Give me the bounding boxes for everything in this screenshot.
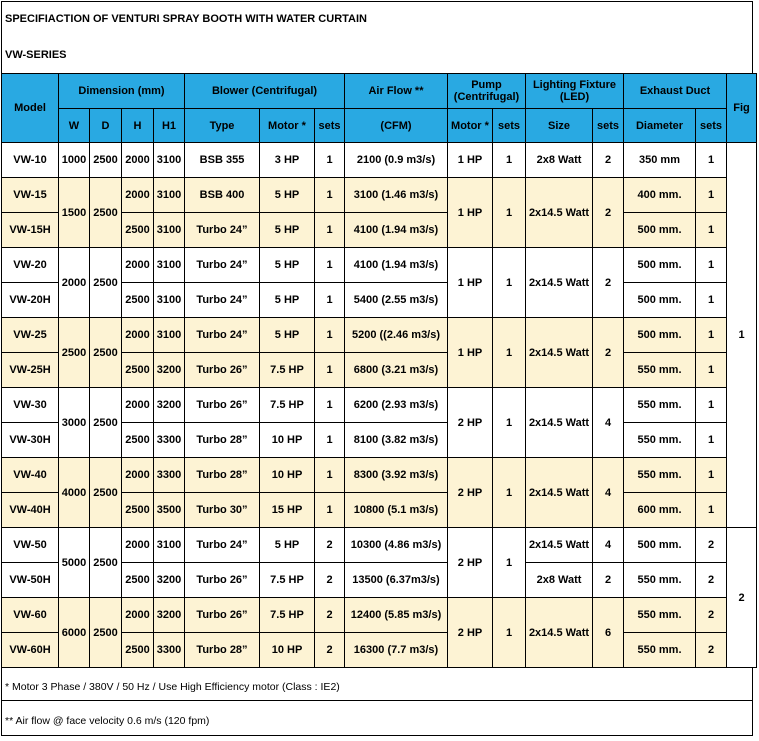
airflow-note: ** Air flow @ face velocity 0.6 m/s (120 fpm) [5, 715, 210, 727]
d-cell: 2500 [90, 458, 122, 528]
diameter-cell: 500 mm. [624, 528, 696, 563]
cfm-cell: 2100 (0.9 m3/s) [345, 143, 448, 178]
h-cell: 2000 [122, 528, 154, 563]
pump-motor-cell: 2 HP [448, 458, 493, 528]
h-cell: 2500 [122, 423, 154, 458]
light-sets-cell: 4 [593, 528, 624, 563]
light-sets-cell: 2 [593, 248, 624, 318]
motor-cell: 7.5 HP [260, 388, 315, 423]
light-size-cell: 2x14.5 Watt [526, 528, 593, 563]
model-cell: VW-40H [2, 493, 59, 528]
duct-sets-cell: 1 [696, 423, 727, 458]
notes-divider [1, 700, 753, 701]
cfm-cell: 4100 (1.94 m3/s) [345, 213, 448, 248]
h1-cell: 3100 [154, 143, 185, 178]
header-w: W [59, 109, 90, 143]
type-cell: BSB 355 [185, 143, 260, 178]
diameter-cell: 500 mm. [624, 283, 696, 318]
pump-sets-cell: 1 [493, 528, 526, 598]
header-h1: H1 [154, 109, 185, 143]
model-cell: VW-50 [2, 528, 59, 563]
w-cell: 3000 [59, 388, 90, 458]
h-cell: 2000 [122, 143, 154, 178]
light-sets-cell: 2 [593, 143, 624, 178]
cfm-cell: 16300 (7.7 m3/s) [345, 633, 448, 668]
h-cell: 2500 [122, 213, 154, 248]
h-cell: 2500 [122, 353, 154, 388]
sets-cell: 1 [315, 423, 345, 458]
light-size-cell: 2x8 Watt [526, 563, 593, 598]
diameter-cell: 550 mm. [624, 458, 696, 493]
h1-cell: 3100 [154, 248, 185, 283]
header-diameter: Diameter [624, 109, 696, 143]
diameter-cell: 550 mm. [624, 353, 696, 388]
header-light-sets: sets [593, 109, 624, 143]
header-lighting-line2: (LED) [559, 91, 590, 103]
motor-cell: 10 HP [260, 633, 315, 668]
model-cell: VW-30H [2, 423, 59, 458]
fig-cell: 2 [727, 528, 757, 668]
sets-cell: 1 [315, 143, 345, 178]
h-cell: 2000 [122, 598, 154, 633]
type-cell: Turbo 26” [185, 388, 260, 423]
type-cell: Turbo 26” [185, 563, 260, 598]
type-cell: Turbo 24” [185, 213, 260, 248]
type-cell: Turbo 26” [185, 353, 260, 388]
light-sets-cell: 4 [593, 458, 624, 528]
light-size-cell: 2x14.5 Watt [526, 388, 593, 458]
header-cfm: (CFM) [345, 109, 448, 143]
header-duct-sets: sets [696, 109, 727, 143]
header-row-2 [2, 109, 757, 143]
motor-note: * Motor 3 Phase / 380V / 50 Hz / Use High Efficiency motor (Class : IE2) [5, 681, 340, 693]
diameter-cell: 500 mm. [624, 318, 696, 353]
motor-cell: 10 HP [260, 458, 315, 493]
sets-cell: 1 [315, 493, 345, 528]
light-size-cell: 2x8 Watt [526, 143, 593, 178]
table-row [2, 318, 757, 353]
light-sets-cell: 6 [593, 598, 624, 668]
header-pump-motor: Motor * [448, 109, 493, 143]
model-cell: VW-10 [2, 143, 59, 178]
model-cell: VW-30 [2, 388, 59, 423]
header-blower-motor: Motor * [260, 109, 315, 143]
light-sets-cell: 2 [593, 563, 624, 598]
type-cell: BSB 400 [185, 178, 260, 213]
header-pump [448, 74, 526, 109]
h1-cell: 3100 [154, 213, 185, 248]
w-cell: 2500 [59, 318, 90, 388]
light-sets-cell: 2 [593, 318, 624, 388]
h-cell: 2000 [122, 318, 154, 353]
h1-cell: 3500 [154, 493, 185, 528]
header-type: Type [185, 109, 260, 143]
h1-cell: 3300 [154, 633, 185, 668]
h-cell: 2500 [122, 493, 154, 528]
w-cell: 6000 [59, 598, 90, 668]
d-cell: 2500 [90, 598, 122, 668]
duct-sets-cell: 2 [696, 633, 727, 668]
sets-cell: 1 [315, 388, 345, 423]
diameter-cell: 550 mm. [624, 423, 696, 458]
motor-cell: 7.5 HP [260, 563, 315, 598]
h-cell: 2000 [122, 178, 154, 213]
light-size-cell: 2x14.5 Watt [526, 318, 593, 388]
table-row [2, 143, 757, 178]
type-cell: Turbo 28” [185, 458, 260, 493]
cfm-cell: 10800 (5.1 m3/s) [345, 493, 448, 528]
motor-cell: 10 HP [260, 423, 315, 458]
sets-cell: 1 [315, 178, 345, 213]
cfm-cell: 8100 (3.82 m3/s) [345, 423, 448, 458]
table-row [2, 388, 757, 423]
diameter-cell: 400 mm. [624, 178, 696, 213]
cfm-cell: 3100 (1.46 m3/s) [345, 178, 448, 213]
diameter-cell: 350 mm [624, 143, 696, 178]
header-airflow: Air Flow ** [345, 74, 448, 109]
w-cell: 2000 [59, 248, 90, 318]
header-h: H [122, 109, 154, 143]
sets-cell: 2 [315, 633, 345, 668]
duct-sets-cell: 2 [696, 563, 727, 598]
cfm-cell: 5400 (2.55 m3/s) [345, 283, 448, 318]
duct-sets-cell: 1 [696, 248, 727, 283]
pump-sets-cell: 1 [493, 458, 526, 528]
type-cell: Turbo 26” [185, 598, 260, 633]
motor-cell: 5 HP [260, 283, 315, 318]
h-cell: 2500 [122, 563, 154, 598]
d-cell: 2500 [90, 248, 122, 318]
header-blower-sets: sets [315, 109, 345, 143]
duct-sets-cell: 2 [696, 598, 727, 633]
h1-cell: 3200 [154, 563, 185, 598]
model-cell: VW-15H [2, 213, 59, 248]
pump-sets-cell: 1 [493, 318, 526, 388]
header-model: Model [2, 74, 59, 143]
model-cell: VW-60 [2, 598, 59, 633]
w-cell: 5000 [59, 528, 90, 598]
diameter-cell: 500 mm. [624, 213, 696, 248]
cfm-cell: 6800 (3.21 m3/s) [345, 353, 448, 388]
sets-cell: 1 [315, 248, 345, 283]
pump-motor-cell: 2 HP [448, 388, 493, 458]
d-cell: 2500 [90, 528, 122, 598]
header-blower: Blower (Centrifugal) [185, 74, 345, 109]
motor-cell: 7.5 HP [260, 353, 315, 388]
d-cell: 2500 [90, 143, 122, 178]
motor-cell: 5 HP [260, 528, 315, 563]
duct-sets-cell: 1 [696, 388, 727, 423]
cfm-cell: 4100 (1.94 m3/s) [345, 248, 448, 283]
header-lighting [526, 74, 624, 109]
header-dimension: Dimension (mm) [59, 74, 185, 109]
sets-cell: 1 [315, 458, 345, 493]
pump-motor-cell: 1 HP [448, 143, 493, 178]
d-cell: 2500 [90, 318, 122, 388]
type-cell: Turbo 24” [185, 318, 260, 353]
type-cell: Turbo 24” [185, 248, 260, 283]
type-cell: Turbo 24” [185, 528, 260, 563]
light-size-cell: 2x14.5 Watt [526, 248, 593, 318]
diameter-cell: 550 mm. [624, 388, 696, 423]
light-size-cell: 2x14.5 Watt [526, 458, 593, 528]
table-row [2, 458, 757, 493]
header-pump-line1: Pump [471, 79, 502, 91]
model-cell: VW-50H [2, 563, 59, 598]
motor-cell: 5 HP [260, 213, 315, 248]
h1-cell: 3300 [154, 423, 185, 458]
header-exhaust: Exhaust Duct [624, 74, 727, 109]
header-pump-line2: (Centrifugal) [453, 91, 520, 103]
header-fig: Fig [727, 74, 757, 143]
motor-cell: 15 HP [260, 493, 315, 528]
h1-cell: 3100 [154, 283, 185, 318]
cfm-cell: 5200 ((2.46 m3/s) [345, 318, 448, 353]
sets-cell: 2 [315, 598, 345, 633]
type-cell: Turbo 28” [185, 633, 260, 668]
h1-cell: 3300 [154, 458, 185, 493]
duct-sets-cell: 2 [696, 528, 727, 563]
cfm-cell: 8300 (3.92 m3/s) [345, 458, 448, 493]
header-light-size: Size [526, 109, 593, 143]
d-cell: 2500 [90, 388, 122, 458]
light-sets-cell: 2 [593, 178, 624, 248]
sets-cell: 1 [315, 213, 345, 248]
duct-sets-cell: 1 [696, 318, 727, 353]
model-cell: VW-20H [2, 283, 59, 318]
model-cell: VW-25 [2, 318, 59, 353]
diameter-cell: 550 mm. [624, 598, 696, 633]
duct-sets-cell: 1 [696, 143, 727, 178]
pump-motor-cell: 2 HP [448, 528, 493, 598]
duct-sets-cell: 1 [696, 213, 727, 248]
w-cell: 1500 [59, 178, 90, 248]
table-row [2, 178, 757, 213]
model-cell: VW-40 [2, 458, 59, 493]
h-cell: 2000 [122, 458, 154, 493]
duct-sets-cell: 1 [696, 458, 727, 493]
h-cell: 2500 [122, 633, 154, 668]
pump-sets-cell: 1 [493, 388, 526, 458]
model-cell: VW-15 [2, 178, 59, 213]
h-cell: 2000 [122, 248, 154, 283]
pump-sets-cell: 1 [493, 178, 526, 248]
duct-sets-cell: 1 [696, 353, 727, 388]
h1-cell: 3100 [154, 528, 185, 563]
h1-cell: 3200 [154, 388, 185, 423]
model-cell: VW-25H [2, 353, 59, 388]
h1-cell: 3200 [154, 598, 185, 633]
table-row [2, 248, 757, 283]
h1-cell: 3200 [154, 353, 185, 388]
pump-motor-cell: 1 HP [448, 178, 493, 248]
diameter-cell: 550 mm. [624, 633, 696, 668]
h1-cell: 3100 [154, 178, 185, 213]
h1-cell: 3100 [154, 318, 185, 353]
pump-sets-cell: 1 [493, 143, 526, 178]
header-pump-sets: sets [493, 109, 526, 143]
motor-cell: 5 HP [260, 178, 315, 213]
type-cell: Turbo 24” [185, 283, 260, 318]
fig-cell: 1 [727, 143, 757, 528]
sets-cell: 1 [315, 353, 345, 388]
light-sets-cell: 4 [593, 388, 624, 458]
pump-motor-cell: 1 HP [448, 248, 493, 318]
pump-motor-cell: 1 HP [448, 318, 493, 388]
model-cell: VW-60H [2, 633, 59, 668]
type-cell: Turbo 30” [185, 493, 260, 528]
motor-cell: 5 HP [260, 318, 315, 353]
d-cell: 2500 [90, 178, 122, 248]
cfm-cell: 12400 (5.85 m3/s) [345, 598, 448, 633]
diameter-cell: 550 mm. [624, 563, 696, 598]
cfm-cell: 6200 (2.93 m3/s) [345, 388, 448, 423]
table-row [2, 598, 757, 633]
light-size-cell: 2x14.5 Watt [526, 598, 593, 668]
sets-cell: 1 [315, 318, 345, 353]
motor-cell: 3 HP [260, 143, 315, 178]
motor-cell: 5 HP [260, 248, 315, 283]
duct-sets-cell: 1 [696, 283, 727, 318]
light-size-cell: 2x14.5 Watt [526, 178, 593, 248]
h-cell: 2000 [122, 388, 154, 423]
header-row-1 [2, 74, 757, 109]
diameter-cell: 600 mm. [624, 493, 696, 528]
pump-sets-cell: 1 [493, 598, 526, 668]
model-cell: VW-20 [2, 248, 59, 283]
motor-cell: 7.5 HP [260, 598, 315, 633]
w-cell: 4000 [59, 458, 90, 528]
cfm-cell: 13500 (6.37m3/s) [345, 563, 448, 598]
cfm-cell: 10300 (4.86 m3/s) [345, 528, 448, 563]
sets-cell: 2 [315, 528, 345, 563]
pump-sets-cell: 1 [493, 248, 526, 318]
series-label: VW-SERIES [5, 49, 67, 61]
sets-cell: 2 [315, 563, 345, 598]
duct-sets-cell: 1 [696, 493, 727, 528]
document-title: SPECIFIACTION OF VENTURI SPRAY BOOTH WITH WATER CURTAIN [5, 13, 367, 25]
duct-sets-cell: 1 [696, 178, 727, 213]
h-cell: 2500 [122, 283, 154, 318]
table-row [2, 528, 757, 563]
header-lighting-line1: Lighting Fixture [532, 79, 617, 91]
header-d: D [90, 109, 122, 143]
w-cell: 1000 [59, 143, 90, 178]
type-cell: Turbo 28” [185, 423, 260, 458]
diameter-cell: 500 mm. [624, 248, 696, 283]
spec-table [1, 73, 757, 668]
sets-cell: 1 [315, 283, 345, 318]
pump-motor-cell: 2 HP [448, 598, 493, 668]
